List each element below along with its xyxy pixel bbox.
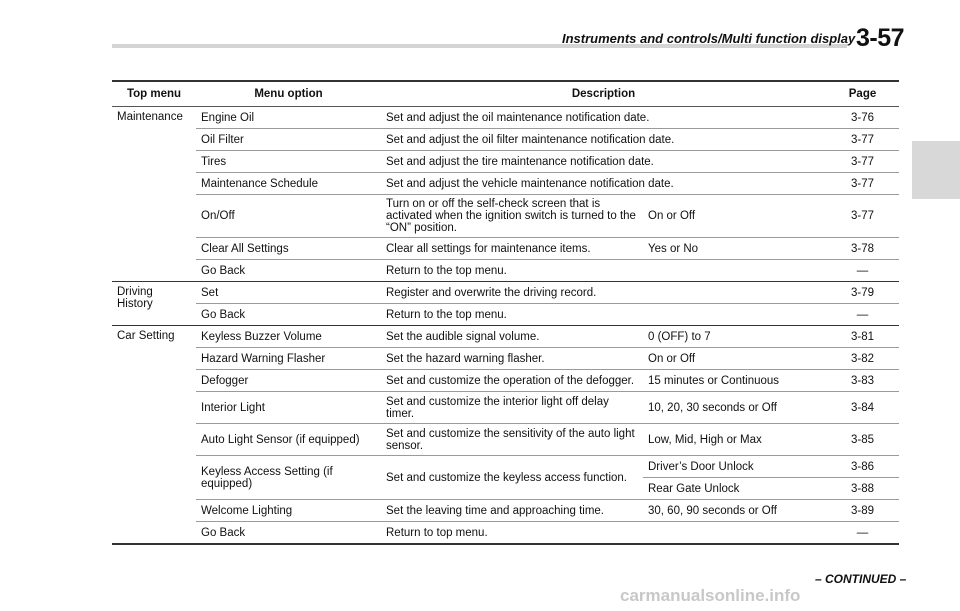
- page-ref: —: [826, 522, 899, 545]
- page-ref: 3-86: [826, 456, 899, 478]
- table-row: [112, 456, 899, 478]
- setting-value: 30, 60, 90 seconds or Off: [643, 500, 826, 522]
- setting-value: Low, Mid, High or Max: [643, 424, 826, 456]
- table-row: [112, 392, 899, 424]
- chapter-tab: [912, 141, 960, 199]
- description: Return to the top menu.: [381, 304, 826, 326]
- col-top-menu: Top menu: [112, 81, 196, 107]
- menu-option: Oil Filter: [196, 129, 381, 151]
- description: Set and customize the operation of the defogger.: [381, 370, 643, 392]
- menu-option: Clear All Settings: [196, 238, 381, 260]
- menu-option: Set: [196, 282, 381, 304]
- menu-option: Go Back: [196, 260, 381, 282]
- page-number: 3-57: [856, 24, 905, 52]
- page-ref: 3-82: [826, 348, 899, 370]
- table-header-row: [112, 81, 899, 107]
- page-ref: 3-83: [826, 370, 899, 392]
- table-row: [112, 151, 899, 173]
- table-row: [112, 424, 899, 456]
- description: Set and adjust the tire maintenance notification date.: [381, 151, 826, 173]
- description: Set the leaving time and approaching time.: [381, 500, 643, 522]
- description: Set and adjust the oil maintenance notification date.: [381, 107, 826, 129]
- page-ref: 3-76: [826, 107, 899, 129]
- menu-option: On/Off: [196, 195, 381, 238]
- page-ref: 3-84: [826, 392, 899, 424]
- page-ref: 3-81: [826, 326, 899, 348]
- menu-option: Welcome Lighting: [196, 500, 381, 522]
- section-title: Instruments and controls/Multi function display: [562, 31, 856, 46]
- menu-option: Keyless Buzzer Volume: [196, 326, 381, 348]
- table-row: [112, 107, 899, 129]
- menu-option: Go Back: [196, 304, 381, 326]
- description: Set and adjust the vehicle maintenance notification date.: [381, 173, 826, 195]
- setting-value: On or Off: [643, 348, 826, 370]
- table-row: [112, 500, 899, 522]
- description: Set and adjust the oil filter maintenance notification date.: [381, 129, 826, 151]
- menu-option: Auto Light Sensor (if equipped): [196, 424, 381, 456]
- menu-option: Defogger: [196, 370, 381, 392]
- page-ref: 3-79: [826, 282, 899, 304]
- continued-label: – CONTINUED –: [815, 572, 907, 586]
- description: Clear all settings for maintenance items.: [381, 238, 643, 260]
- col-description: Description: [381, 81, 826, 107]
- menu-option: Maintenance Schedule: [196, 173, 381, 195]
- page-ref: 3-77: [826, 173, 899, 195]
- table-row: [112, 522, 899, 545]
- menu-option: Go Back: [196, 522, 381, 545]
- top-menu-maintenance: Maintenance: [112, 107, 196, 282]
- setting-value: Driver’s Door Unlock: [643, 456, 826, 478]
- description: Set and customize the sensitivity of the auto light sensor.: [381, 424, 643, 456]
- col-menu-option: Menu option: [196, 81, 381, 107]
- top-menu-car-setting: Car Setting: [112, 326, 196, 545]
- page-ref: 3-89: [826, 500, 899, 522]
- col-page: Page: [826, 81, 899, 107]
- setting-value: 15 minutes or Continuous: [643, 370, 826, 392]
- description: Set and customize the interior light off delay timer.: [381, 392, 643, 424]
- page-ref: 3-88: [826, 478, 899, 500]
- watermark: carmanualsonline.info: [620, 586, 801, 605]
- top-menu-driving-history: Driving History: [112, 282, 196, 326]
- page-ref: 3-77: [826, 129, 899, 151]
- setting-value: 10, 20, 30 seconds or Off: [643, 392, 826, 424]
- description: Set the audible signal volume.: [381, 326, 643, 348]
- description: Set and customize the keyless access function.: [381, 456, 643, 500]
- table-row: [112, 304, 899, 326]
- setting-value: Rear Gate Unlock: [643, 478, 826, 500]
- description: Return to the top menu.: [381, 260, 826, 282]
- description: Return to top menu.: [381, 522, 826, 545]
- description: Register and overwrite the driving record.: [381, 282, 826, 304]
- page-ref: 3-78: [826, 238, 899, 260]
- description: Turn on or off the self-check screen that is activated when the ignition switch is turned to the “ON” position.: [381, 195, 643, 238]
- menu-table: [112, 80, 899, 545]
- table-row: [112, 129, 899, 151]
- table-row: [112, 238, 899, 260]
- table-row: [112, 260, 899, 282]
- table-row: [112, 195, 899, 238]
- setting-value: 0 (OFF) to 7: [643, 326, 826, 348]
- description: Set the hazard warning flasher.: [381, 348, 643, 370]
- menu-option: Tires: [196, 151, 381, 173]
- table-row: [112, 282, 899, 304]
- page-ref: —: [826, 260, 899, 282]
- table-row: [112, 326, 899, 348]
- menu-option: Engine Oil: [196, 107, 381, 129]
- menu-option: Keyless Access Setting (if equipped): [196, 456, 381, 500]
- setting-value: Yes or No: [643, 238, 826, 260]
- page-ref: 3-77: [826, 151, 899, 173]
- page-ref: —: [826, 304, 899, 326]
- page-ref: 3-85: [826, 424, 899, 456]
- table-row: [112, 348, 899, 370]
- setting-value: On or Off: [643, 195, 826, 238]
- page-ref: 3-77: [826, 195, 899, 238]
- table-row: [112, 370, 899, 392]
- menu-option: Hazard Warning Flasher: [196, 348, 381, 370]
- menu-option: Interior Light: [196, 392, 381, 424]
- table-row: [112, 173, 899, 195]
